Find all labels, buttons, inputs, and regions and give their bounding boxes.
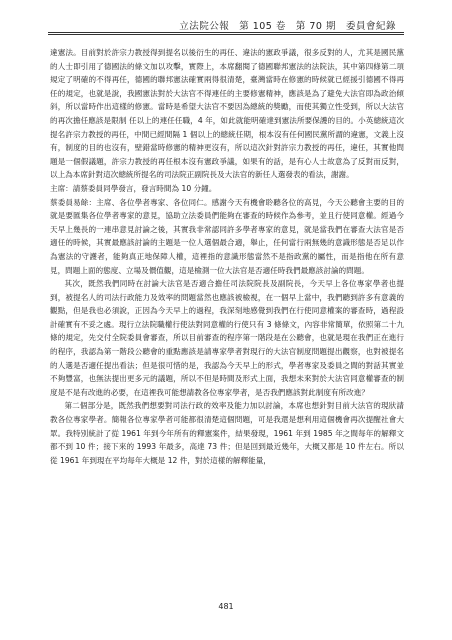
paragraph-indent: 第二個部分是，既然我們想要對司法行政的效率及能力加以討論，本席也想針對目前大法官的現狀請教各位專家學者。簡報各位專家學者可能都很清楚這個問題，可是我還是想利用這個機會再次提醒社會大眾。我特別統計了從 1961 年到今年所有的釋憲案件，結果發現，1961 年到 1985 年之間每年的解釋文都不到 10 件；接下來的 1993 年最多，高達 73 件；但是回到最近幾年，大概又都是 10 件左右。所以從 1961 年到現在平均每年大概是 12 件，對於這樣的解釋能量， xyxy=(50,401,404,465)
speaker-label: 蔡委員易餘： xyxy=(50,197,97,207)
speech-text: 主席、各位學者專家、各位同仁。感謝今天有機會聆聽各位的高見，今天公聽會主要的目的就是要匯集各位學者專家的意見，協助立法委員們能夠在審查的時候作為參考，並且行使同意權。經過今天早上幾長的一連串意見討論之後，其實我非常認同許多學者專家的意見，就是當我們在審查大法官是否適任的時候，其實最應該討論的主題是一位人選個最合適，舉止，任何當行兩無幾的意識形態是否足以作為憲法的守護者，能夠真正地保障人權，這裡指的意識形態當然不是指政黨的屬性，而是指他在所有意見，問題上面的態度、立場及價值觀，這是檢測一位大法官是否適任時我們最應該討論的問題。 xyxy=(50,197,404,275)
speech-text: 請蔡委員同學發言，發言時間為 10 分鐘。 xyxy=(72,183,217,193)
document-body xyxy=(50,46,404,467)
paragraph-speech xyxy=(50,196,404,278)
speaker-label: 主席： xyxy=(50,183,73,193)
paragraph-indent: 其次，既然我們同時在討論大法官是否適合擔任司法院院長及副院長，今天早上各位專家學者也提到，被提名人的司法行政能力及效率的問題當然也應該被檢視，在一個早上當中，我們聽到許多有意義的觀點，但是我也必須說，正因為今天早上的過程，我深刻地感覺到我們在行使同意權案的審查時，過程設計確實有不妥之處。現行立法院職權行使法對同意權的行使只有 3 條條文，內容非常簡單，依照第二十九條的規定，先交付全院委員會審查，所以目前審查的程序第一階段是在公聽會，也就是現在我們正在進行的程序，我認為第一階段公聽會的重點應該是請專家學者對現行的大法官制度問題提出觀察，也對被提名的人選是否適任提出看法；但是很可惜的是，我認為今天早上的形式，學者專家及委員之間的對話其實並不夠豐富，也無法提出更多元的議題，所以不但是時間及形式上面，我想未來對於大法官同意權審查的制度是不是有改進的必要，在這裡我可能想請教各位專家學者，是否我們應該對此制度有所改進？ xyxy=(50,279,404,397)
paragraph-continuation: 違憲法。目前對於許宗力教授得到提名以後衍生的再任、違法的憲政爭議，很多反對的人，尤其是國民黨的人士即引用了德國法的條文加以攻擊，實際上，本席翻閱了德國聯邦憲法的法院法，其中第四條第二項規定了明確的不得再任，德國的聯邦憲法確實兩得很清楚，臺灣當時在修憲的時候就已經援引德國不得再任的規定，也就是說，我國憲法對於大法官不得連任的主要修憲精神，應該是為了避免大法官即為政治傾斜，所以當時作出這樣的修憲。當時是希望大法官不要因為總統的獎勵，而使其獨立性受到，所以大法官的再次擔任應該是限制 任以上的連任任職，4 年，如此就能明確達到憲法所要保護的目的。小英總統這次提名許宗力教授的再任，中間已經間隔 1 個以上的總統任期，根本沒有任何國民黨所謂的違憲，文義上沒有，制度的目的也沒有，壁錯當時修憲的精神更沒有，所以這次針對許宗力教授的再任，違任，其實他問題是一個假議題，許宗力教授的再任根本沒有憲政爭議，如果有的話，是有心人士故意為了反對而反對，以上為本席針對這次總統所提名的司法院正副院長及大法官的新任人選發表的看法，謝謝。 xyxy=(50,48,404,180)
gazette-header-title: 立法院公報 第 105 卷 第 70 期 委員會紀錄 xyxy=(179,21,396,32)
header-divider xyxy=(48,32,404,35)
paragraph-chair xyxy=(50,182,404,196)
page-number: 481 xyxy=(218,602,234,611)
